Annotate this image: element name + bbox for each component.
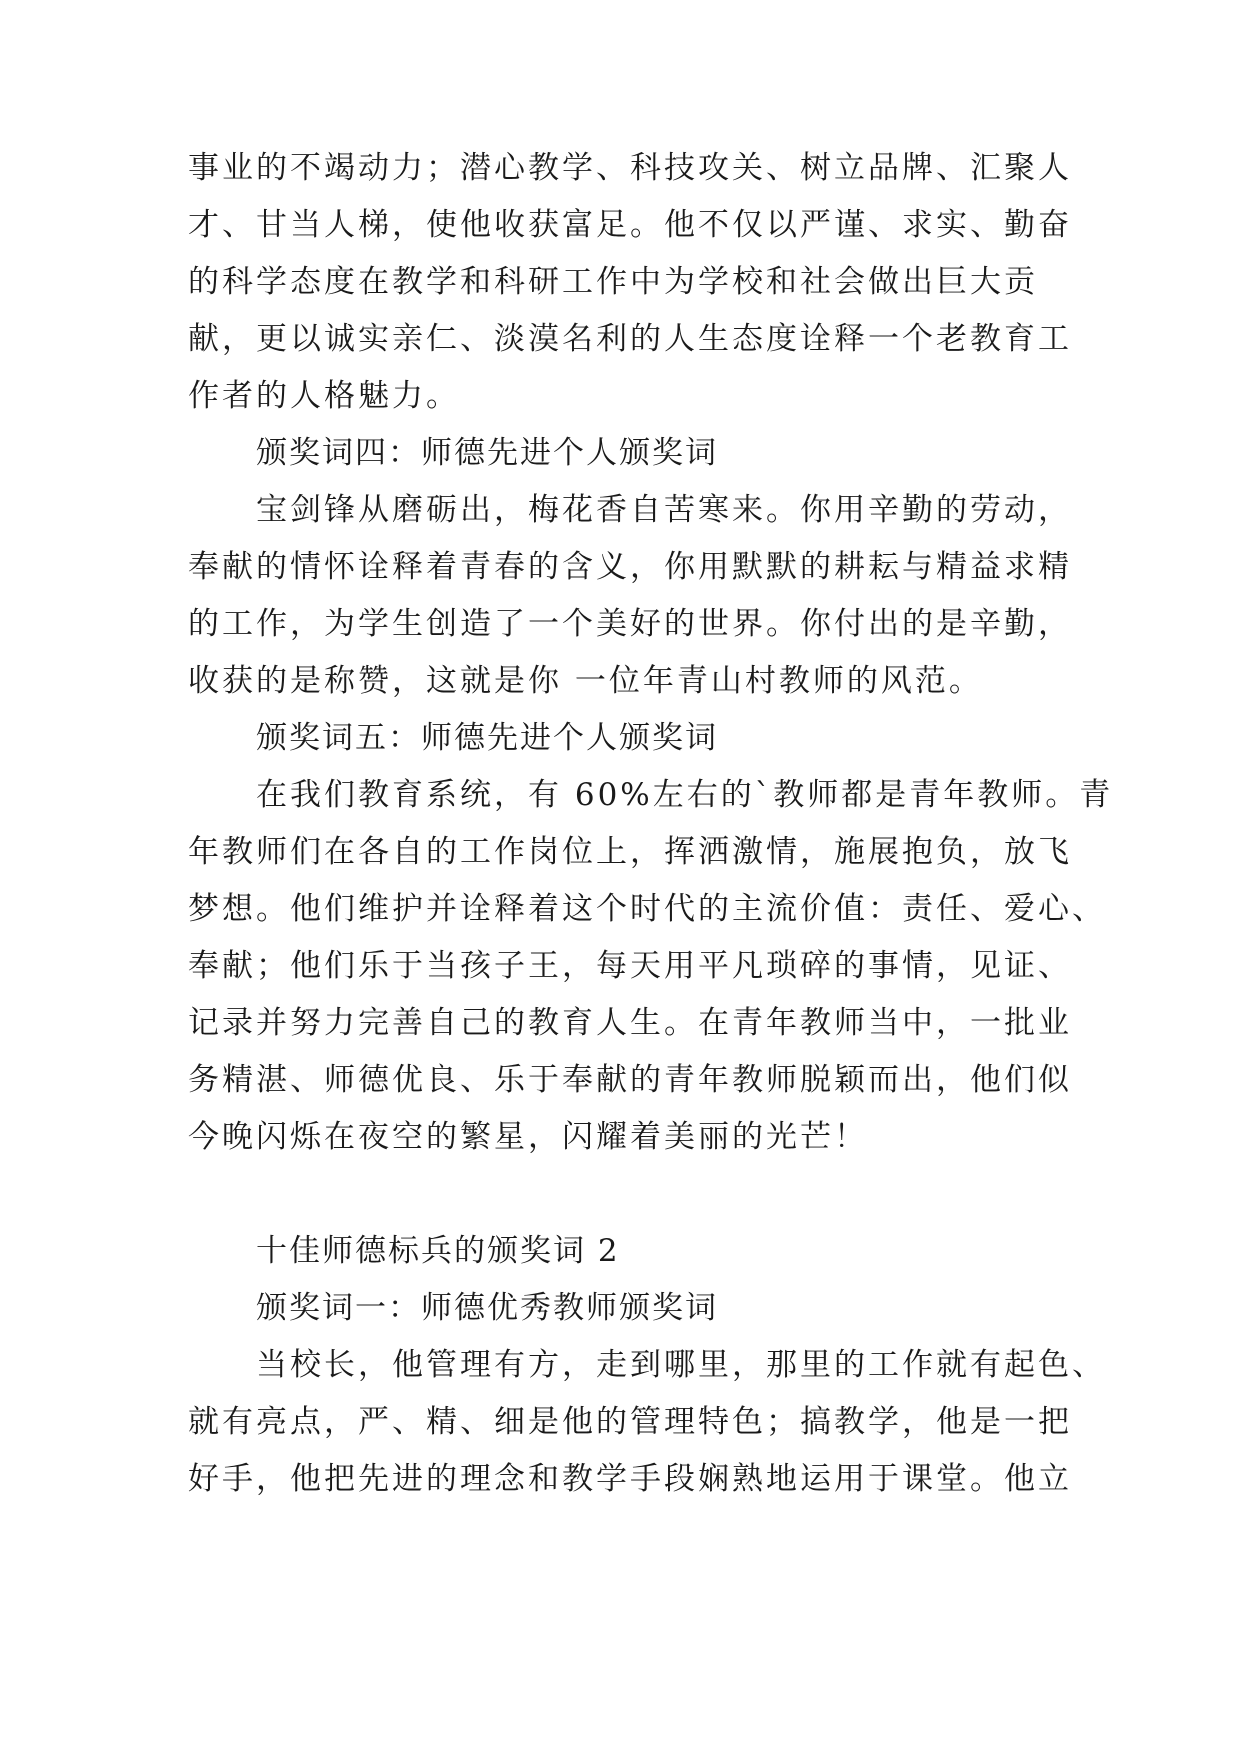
paragraph-line: 收获的是称赞，这就是你 一位年青山村教师的风范。 [188,663,983,699]
paragraph-line: 在我们教育系统，有 60%左右的`教师都是青年教师。青 [256,777,1114,813]
paragraph-line: 奉献的情怀诠释着青春的含义，你用默默的耕耘与精益求精 [188,549,1072,585]
paragraph-line: 就有亮点，严、精、细是他的管理特色；搞教学，他是一把 [188,1404,1072,1440]
paragraph-line: 奉献；他们乐于当孩子王，每天用平凡琐碎的事情，见证、 [188,948,1072,984]
paragraph-line: 今晚闪烁在夜空的繁星，闪耀着美丽的光芒！ [188,1119,868,1155]
paragraph-line: 务精湛、师德优良、乐于奉献的青年教师脱颖而出，他们似 [188,1062,1072,1098]
paragraph-line: 梦想。他们维护并诠释着这个时代的主流价值：责任、爱心、 [188,891,1106,927]
paragraph-line: 记录并努力完善自己的教育人生。在青年教师当中，一批业 [188,1005,1072,1041]
document-title: 十佳师德标兵的颁奖词 2 [256,1233,620,1269]
paragraph-line: 好手，他把先进的理念和教学手段娴熟地运用于课堂。他立 [188,1461,1072,1497]
paragraph-line: 年教师们在各自的工作岗位上，挥洒激情，施展抱负，放飞 [188,834,1072,870]
paragraph-line: 宝剑锋从磨砺出，梅花香自苦寒来。你用辛勤的劳动， [256,492,1072,528]
section-heading: 颁奖词五：师德先进个人颁奖词 [256,720,718,756]
paragraph-line: 的工作，为学生创造了一个美好的世界。你付出的是辛勤， [188,606,1072,642]
paragraph-line: 献，更以诚实亲仁、淡漠名利的人生态度诠释一个老教育工 [188,321,1072,357]
paragraph-line: 的科学态度在教学和科研工作中为学校和社会做出巨大贡 [188,264,1038,300]
paragraph-line: 才、甘当人梯，使他收获富足。他不仅以严谨、求实、勤奋 [188,207,1072,243]
paragraph-line: 事业的不竭动力；潜心教学、科技攻关、树立品牌、汇聚人 [188,150,1072,186]
paragraph-line: 当校长，他管理有方，走到哪里，那里的工作就有起色、 [256,1347,1106,1383]
section-heading: 颁奖词一：师德优秀教师颁奖词 [256,1290,718,1326]
paragraph-line: 作者的人格魅力。 [188,378,460,414]
section-heading: 颁奖词四：师德先进个人颁奖词 [256,435,718,471]
